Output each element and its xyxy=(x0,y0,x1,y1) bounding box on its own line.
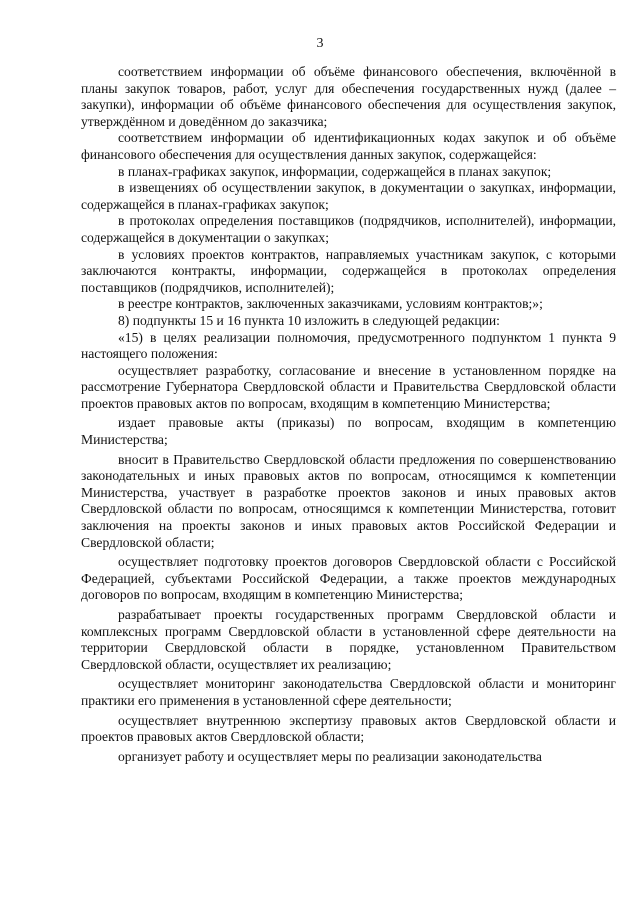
document-body xyxy=(81,64,616,765)
paragraph-15: осуществляет мониторинг законодательства Свердловской области и мониторинг практики его применения в установленной сфере деятельности; xyxy=(81,676,616,708)
paragraph-1: соответствием информации об объёме финансового обеспечения, включённой в планы закупок товаров, работ, услуг для обеспечения государственных нужд (далее – закупки), информации об объёме финансового обеспечения для осуществления закупок, утверждённом и доведённом до заказчика; xyxy=(81,64,616,129)
paragraph-10: осуществляет разработку, согласование и внесение в установленном порядке на рассмотрение Губернатора Свердловской области и Правительства Свердловской области проектов правовых актов по вопросам, входящим в компетенцию Министерства; xyxy=(81,362,616,411)
paragraph-14: разрабатывает проекты государственных программ Свердловской области и комплексных программ Свердловской области в установленной сфере деятельности на территории Свердловской области в порядке, установленном Правительством Свердловской области, осуществляет их реализацию; xyxy=(81,607,616,672)
paragraph-16: осуществляет внутреннюю экспертизу правовых актов Свердловской области и проектов правовых актов Свердловской области; xyxy=(81,712,616,745)
paragraph-17: организует работу и осуществляет меры по реализации законодательства xyxy=(118,748,542,764)
paragraph-12: вносит в Правительство Свердловской области предложения по совершенствованию законодательных и иных правовых актов по вопросам, относящимся к компетенции Министерства, участвует в разработке проектов законов и иных правовых актов Свердловской области по вопросам, относящимся к компетенции Министерства, готовит заключения на проекты законов и иных правовых актов Российской Федерации и Свердловской области; xyxy=(81,451,616,550)
paragraph-8: 8) подпункты 15 и 16 пункта 10 изложить в следующей редакции: xyxy=(118,312,500,328)
paragraph-9: «15) в целях реализации полномочия, предусмотренного подпунктом 1 пункта 9 настоящего положения: xyxy=(81,329,616,362)
paragraph-11: издает правовые акты (приказы) по вопросам, входящим в компетенцию Министерства; xyxy=(81,415,616,448)
paragraph-2: соответствием информации об идентификационных кодах закупок и об объёме финансового обеспечения для осуществления данных закупок, содержащейся: xyxy=(81,130,616,162)
paragraph-6: в условиях проектов контрактов, направляемых участникам закупок, с которыми заключаются контракты, информации, содержащейся в протоколах определения поставщиков (подрядчиков, исполнителей); xyxy=(81,246,616,295)
page-number: 3 xyxy=(316,36,324,51)
paragraph-5: в протоколах определения поставщиков (подрядчиков, исполнителей), информации, содержащейся в документации о закупках; xyxy=(81,213,616,245)
paragraph-7: в реестре контрактов, заключенных заказчиками, условиям контрактов;»; xyxy=(118,296,543,312)
paragraph-4: в извещениях об осуществлении закупок, в документации о закупках, информации, содержащейся в планах-графиках закупок; xyxy=(81,180,616,212)
paragraph-13: осуществляет подготовку проектов договоров Свердловской области с Российской Федерацией, субъектами Российской Федерации, а также проектов международных договоров по вопросам, входящим в компетенцию Министерства; xyxy=(81,554,616,603)
paragraph-3: в планах-графиках закупок, информации, содержащейся в планах закупок; xyxy=(118,163,552,179)
